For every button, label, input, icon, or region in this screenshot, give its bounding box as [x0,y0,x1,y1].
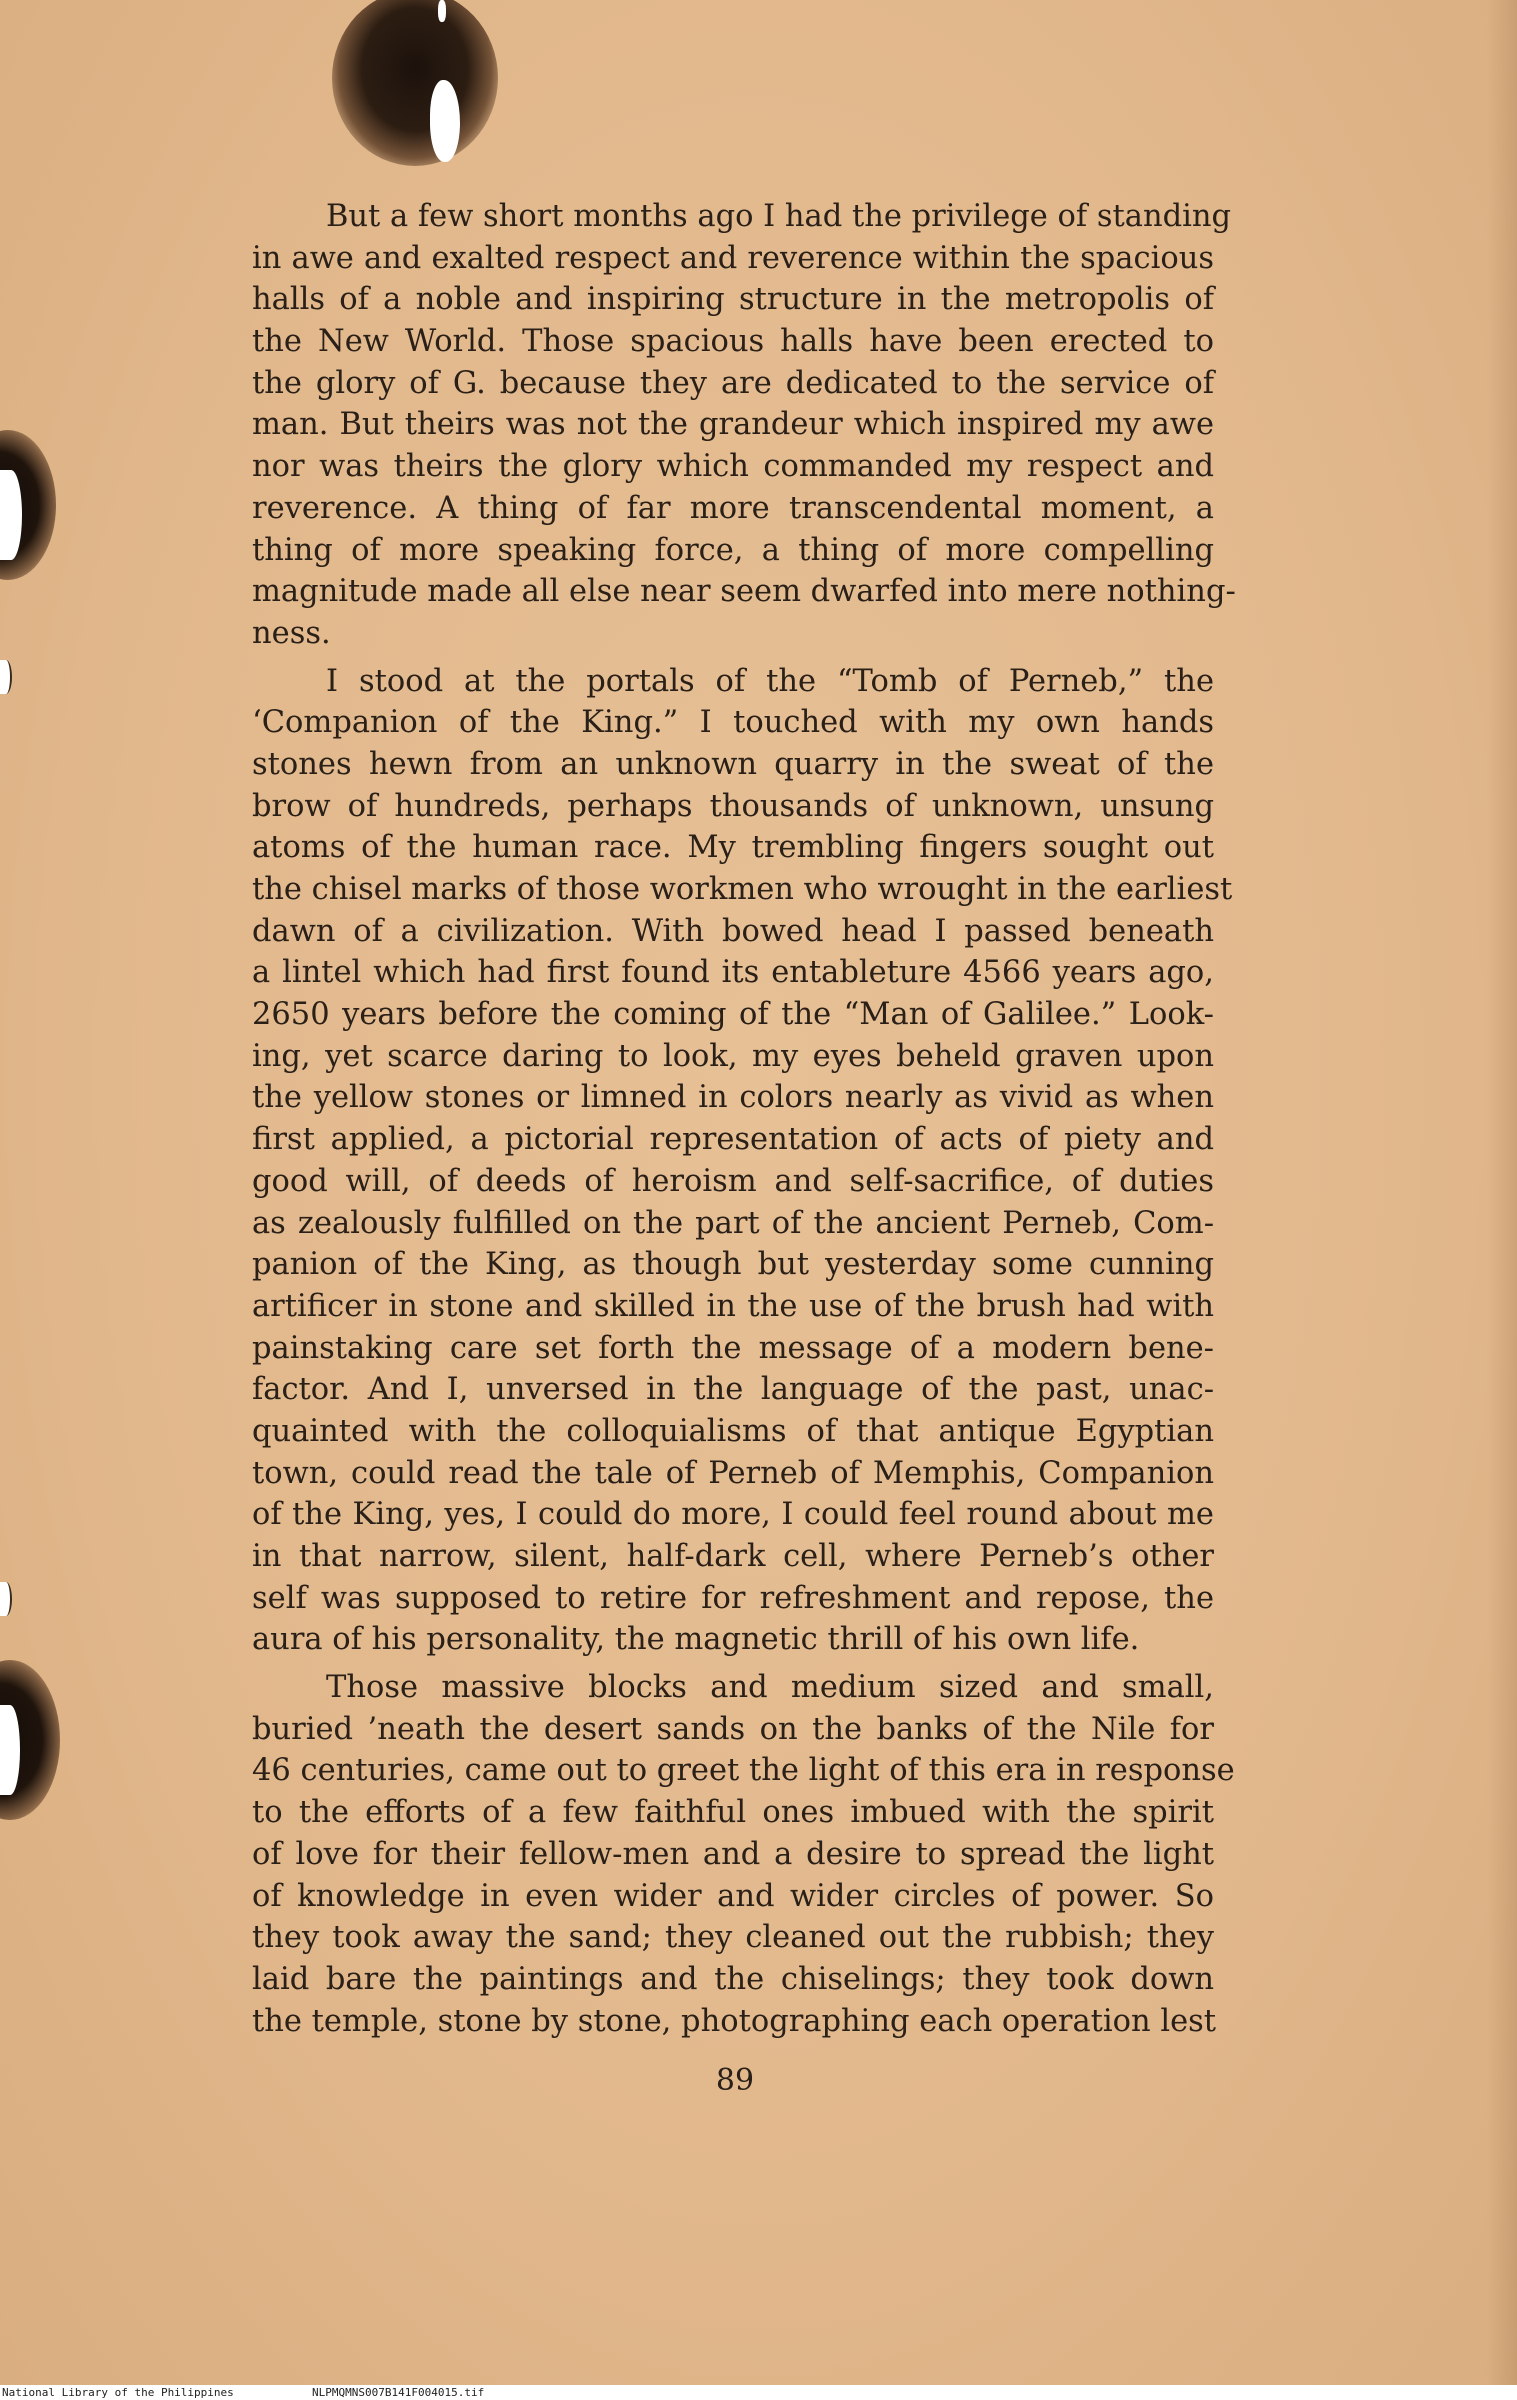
text-line: town, could read the tale of Perneb of Memphis, Companion [252,1455,1214,1491]
text-line: painstaking care set forth the message of a modern bene- [252,1330,1214,1366]
text-line: panion of the King, as though but yesterday some cunning [252,1247,1214,1283]
page-hole-left-lower [0,1705,20,1795]
text-line: to the efforts of a few faithful ones imbued with the spirit [252,1795,1214,1831]
page-number: 89 [715,2063,755,2098]
text-line: the temple, stone by stone, photographing each operation lest [252,2003,1217,2039]
text-line: aura of his personality, the magnetic thrill of his own life. [252,1622,1140,1658]
text-line: nor was theirs the glory which commanded my respect and [252,449,1214,485]
paragraph [252,1667,1235,2042]
text-line: they took away the sand; they cleaned out the rubbish; they [252,1920,1214,1956]
text-line: 2650 years before the coming of the “Man of Galilee.” Look- [252,997,1214,1033]
text-line: 46 centuries, came out to greet the light of this era in response [252,1753,1235,1789]
text-line: the yellow stones or limned in colors nearly as vivid as when [252,1080,1214,1116]
text-line: halls of a noble and inspiring structure in the metropolis of [252,282,1214,318]
text-line: buried ’neath the desert sands on the banks of the Nile for [252,1711,1214,1747]
text-line: of knowledge in even wider and wider circles of power. So [252,1878,1214,1914]
text-line: reverence. A thing of far more transcendental moment, a [252,490,1214,526]
text-line: self was supposed to retire for refreshment and repose, the [252,1580,1214,1616]
text-line: stones hewn from an unknown quarry in the sweat of the [252,746,1214,782]
text-line: in that narrow, silent, half-dark cell, where Perneb’s other [252,1539,1214,1574]
burn-mark-top [332,0,498,166]
text-line: a lintel which had first found its entableture 4566 years ago, [252,955,1214,991]
text-line: Those massive blocks and medium sized and small, [326,1670,1214,1706]
paragraph [252,196,1236,655]
text-line: first applied, a pictorial representation of acts of piety and [252,1122,1214,1158]
text-line: brow of hundreds, perhaps thousands of unknown, unsung [252,788,1214,824]
text-line: magnitude made all else near seem dwarfed into mere nothing- [252,574,1236,610]
text-line: thing of more speaking force, a thing of more compelling [252,532,1214,568]
text-line: atoms of the human race. My trembling fingers sought out [252,830,1214,866]
page-hole-top-small [438,0,446,22]
text-line: artificer in stone and skilled in the use of the brush had with [252,1288,1214,1324]
page-hole-left-upper [0,470,22,560]
scan-footer [0,2385,1517,2400]
text-line: the chisel marks of those workmen who wrought in the earliest [252,872,1233,907]
page-hole-top [430,80,460,162]
text-line: quainted with the colloquialisms of that antique Egyptian [252,1413,1214,1449]
text-line: as zealously fulfilled on the part of the ancient Perneb, Com- [252,1205,1214,1241]
body-text [252,196,1236,2042]
footer-file-name: NLPMQMNS007B141F004015.tif [312,2386,485,2399]
text-line: of the King, yes, I could do more, I could feel round about me [252,1497,1214,1533]
text-line: the glory of G. because they are dedicated to the service of [252,365,1214,401]
text-line: dawn of a civilization. With bowed head I passed beneath [252,913,1214,949]
text-line: factor. And I, unversed in the language of the past, unac- [252,1372,1214,1408]
text-line: I stood at the portals of the “Tomb of Perneb,” the [326,663,1214,699]
footer-library-name: National Library of the Philippines [2,2386,234,2399]
binding-notch-upper [0,660,12,694]
text-line: But a few short months ago I had the privilege of standing [326,199,1232,234]
text-line: the New World. Those spacious halls have been erected to [252,324,1214,360]
text-line: man. But theirs was not the grandeur which inspired my awe [252,407,1214,443]
text-line: ness. [252,615,331,651]
text-line: of love for their fellow-men and a desire to spread the light [252,1836,1214,1872]
binding-notch-lower [0,1582,12,1616]
text-line: laid bare the paintings and the chiselings; they took down [252,1961,1214,1997]
text-line: ‘Companion of the King.” I touched with my own hands [252,705,1214,741]
text-line: ing, yet scarce daring to look, my eyes beheld graven upon [252,1038,1214,1074]
text-line: good will, of deeds of heroism and self-sacrifice, of duties [252,1163,1214,1199]
paragraph [252,661,1233,1662]
text-line: in awe and exalted respect and reverence within the spacious [252,240,1214,276]
